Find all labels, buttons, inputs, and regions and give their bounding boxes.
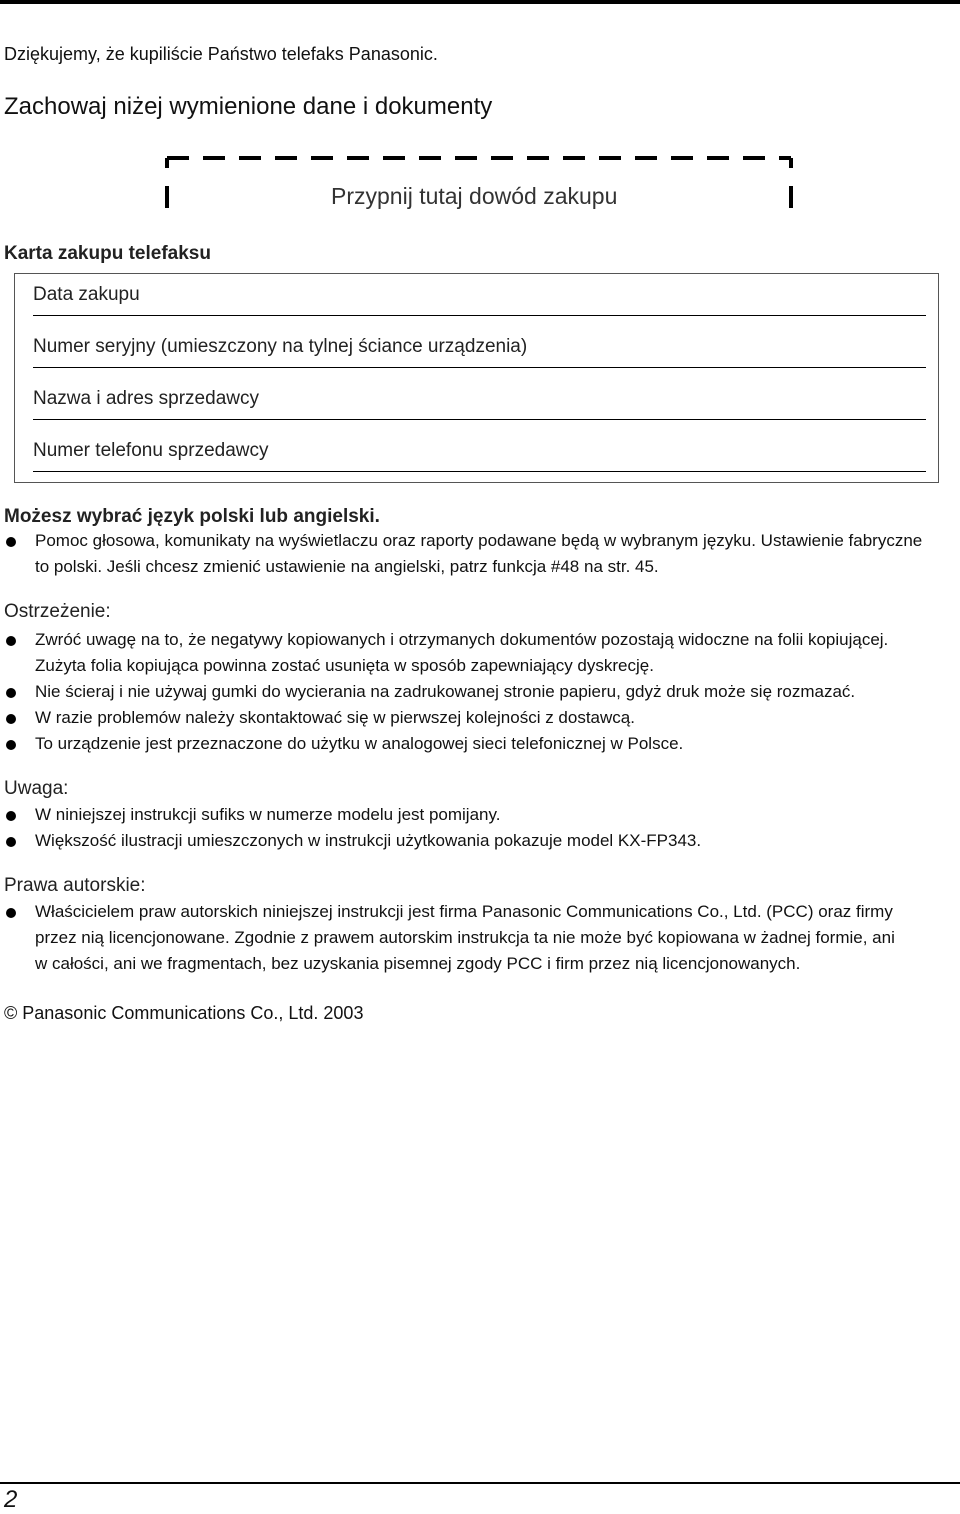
dealer-phone-label: Numer telefonu sprzedawcy [33,440,269,461]
bottom-rule [0,1482,960,1484]
page-number: 2 [4,1486,18,1513]
staple-label: Przypnij tutaj dowód zakupu [331,183,618,209]
copyright-text-line1: Właścicielem praw autorskich niniejszej instrukcji jest firma Panasonic Communications Co., Ltd. (PCC) oraz firmy [35,902,893,921]
bullet-icon [6,636,16,646]
warning-item-1-line1: Zwróć uwagę na to, że negatywy kopiowanych i otrzymanych dokumentów pozostają widoczne na folii kopiującej. [35,630,889,649]
serial-number-line[interactable] [33,367,926,368]
warning-title: Ostrzeżenie: [4,601,111,622]
warning-item-1-line2: Zużyta folia kopiująca powinna zostać usunięta w sposób zapewniający dyskrecję. [35,656,654,675]
bullet-icon [6,811,16,821]
language-text-line1: Pomoc głosowa, komunikaty na wyświetlaczu oraz raporty podawane będą w wybranym języku. Ustawienie fabryczne [35,531,923,550]
copyright-text-line2: przez nią licencjonowane. Zgodnie z prawem autorskim instrukcja ta nie może być kopiowana w żadnej formie, ani [35,928,895,947]
bullet-icon [6,688,16,698]
bullet-icon [6,837,16,847]
serial-number-label: Numer seryjny (umieszczony na tylnej ściance urządzenia) [33,336,528,357]
warning-item-4: To urządzenie jest przeznaczone do użytku w analogowej sieci telefonicznej w Polsce. [35,734,684,753]
note-title: Uwaga: [4,778,69,799]
purchase-date-line[interactable] [33,315,926,316]
bullet-icon [6,908,16,918]
copyright-notice: © Panasonic Communications Co., Ltd. 2003 [4,1003,364,1023]
page-heading: Zachowaj niżej wymienione dane i dokumenty [4,93,493,120]
purchase-card [14,273,939,483]
note-item-2: Większość ilustracji umieszczonych w instrukcji użytkowania pokazuje model KX-FP343. [35,831,702,850]
warning-item-3: W razie problemów należy skontaktować się w pierwszej kolejności z dostawcą. [35,708,635,727]
purchase-card-title: Karta zakupu telefaksu [4,243,211,264]
note-item-1: W niniejszej instrukcji sufiks w numerze modelu jest pomijany. [35,805,501,824]
bullet-icon [6,537,16,547]
bullet-icon [6,714,16,724]
language-text-line2: to polski. Jeśli chcesz zmienić ustawienie na angielski, patrz funkcja #48 na str. 45. [35,557,659,576]
warning-item-2: Nie ścieraj i nie używaj gumki do wycierania na zadrukowanej stronie papieru, gdyż druk może się rozmazać. [35,682,856,701]
dealer-phone-line[interactable] [33,471,926,472]
copyright-title: Prawa autorskie: [4,875,146,896]
bullet-icon [6,740,16,750]
dealer-name-line[interactable] [33,419,926,420]
copyright-text-line3: w całości, ani we fragmentach, bez uzyskania pisemnej zgody PCC i firm przez nią licencjonowanych. [35,954,801,973]
dealer-name-label: Nazwa i adres sprzedawcy [33,388,259,409]
purchase-date-label: Data zakupu [33,284,140,305]
language-title: Możesz wybrać język polski lub angielski. [4,506,380,527]
top-rule [0,0,960,4]
thanks-text: Dziękujemy, że kupiliście Państwo telefaks Panasonic. [4,44,438,64]
